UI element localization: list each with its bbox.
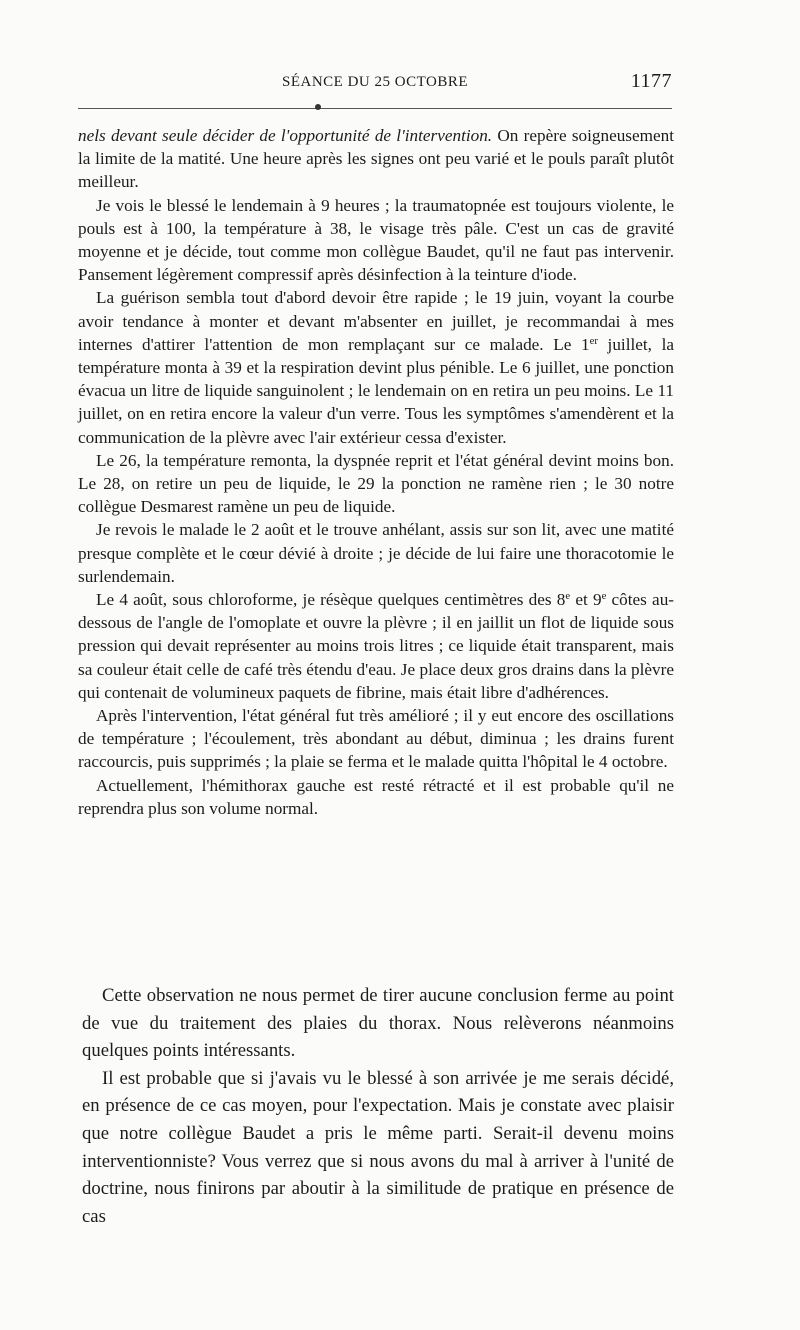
paragraph: Il est probable que si j'avais vu le blessé à son arrivée je me serais décidé, en présence de ce cas moyen, pour l'expectation. Mais je constate avec plaisir que notre collègue Baudet a pris le même parti. Serait-il devenu moins interventionniste? Vous verrez que si nous avons du mal à arriver à l'unité de doctrine, nous finirons par aboutir à la similitude de pratique en présence de cas [82, 1067, 674, 1227]
discussion-text [82, 982, 674, 1230]
paragraph: Actuellement, l'hémithorax gauche est resté rétracté et il est probable qu'il ne reprendra plus son volume normal. [78, 775, 674, 818]
paragraph-text: juillet, la température monta à 39 et la respiration devint plus pénible. Le 6 juillet, une ponction évacua un litre de liquide sanguinolent ; le lendemain on en retira un peu moins. Le 11 juillet, on en retira encore la valeur d'un verre. Tous les symptômes s'amendèrent et la communication de la plèvre avec l'air extérieur cessa d'exister. [78, 334, 674, 447]
case-report-text [78, 124, 674, 820]
paragraph-text: et 9 [570, 590, 602, 610]
superscript: e [565, 591, 571, 603]
header-rule [78, 108, 672, 109]
rule-ornament [315, 104, 321, 110]
paragraph [78, 286, 674, 448]
paragraph: Je vois le blessé le lendemain à 9 heures ; la traumatopnée est toujours violente, le pouls est à 100, la température à 38, le visage très pâle. C'est un cas de gravité moyenne et je décide, tout comme mon collègue Baudet, qu'il ne faut pas intervenir. Pansement légèrement compressif après désinfection à la teinture d'iode. [78, 195, 674, 285]
italic-text: nels devant seule décider de l'opportunité de l'intervention. [78, 126, 493, 145]
paragraph-text: La guérison sembla tout d'abord devoir être rapide ; le 19 juin, voyant la courbe avoir tendance à monter et devant m'absenter en juillet, je recommandai à mes internes d'attirer l'attention de mon remplaçant sur ce malade. Le 1 [78, 288, 674, 354]
paragraph: Cette observation ne nous permet de tirer aucune conclusion ferme au point de vue du traitement des plaies du thorax. Nous relèverons néanmoins quelques points intéressants. [82, 985, 674, 1062]
page-header [78, 70, 672, 96]
paragraph: Le 26, la température remonta, la dyspnée reprit et l'état général devint moins bon. Le 28, on retire un peu de liquide, le 29 la ponction ne ramène rien ; le 30 notre collègue Desmarest ramène un peu de liquide. [78, 450, 674, 517]
superscript: er [589, 335, 598, 347]
paragraph-text: Le 4 août, sous chloroforme, je résèque quelques centimètres des 8 [96, 590, 566, 610]
page-number: 1177 [630, 70, 672, 92]
paragraph: Je revois le malade le 2 août et le trouve anhélant, assis sur son lit, avec une matité presque complète et le cœur dévié à droite ; je décide de lui faire une thoracotomie le surlendemain. [78, 520, 674, 586]
running-head: SÉANCE DU 25 OCTOBRE [282, 74, 468, 90]
superscript: e [601, 591, 607, 603]
paragraph [78, 588, 674, 704]
paragraph-text: On repère soigneusement la limite de la matité. Une heure après les signes ont peu varié et le pouls paraît plutôt meilleur. [78, 126, 674, 192]
paragraph-text: côtes au-dessous de l'angle de l'omoplate et ouvre la plèvre ; il en jaillit un flot de liquide sous pression qui devait représenter au moins trois litres ; ce liquide était transparent, mais sa couleur était celle de café très étendu d'eau. Je place deux gros drains dans la plèvre qui contenait de volumineux paquets de fibrine, mais était libre d'adhérences. [78, 590, 675, 702]
paragraph [78, 124, 674, 194]
paragraph: Après l'intervention, l'état général fut très amélioré ; il y eut encore des oscillations de température ; l'écoulement, très abondant au début, diminua ; les drains furent raccourcis, puis supprimés ; la plaie se ferma et le malade quitta l'hôpital le 4 octobre. [78, 706, 674, 772]
